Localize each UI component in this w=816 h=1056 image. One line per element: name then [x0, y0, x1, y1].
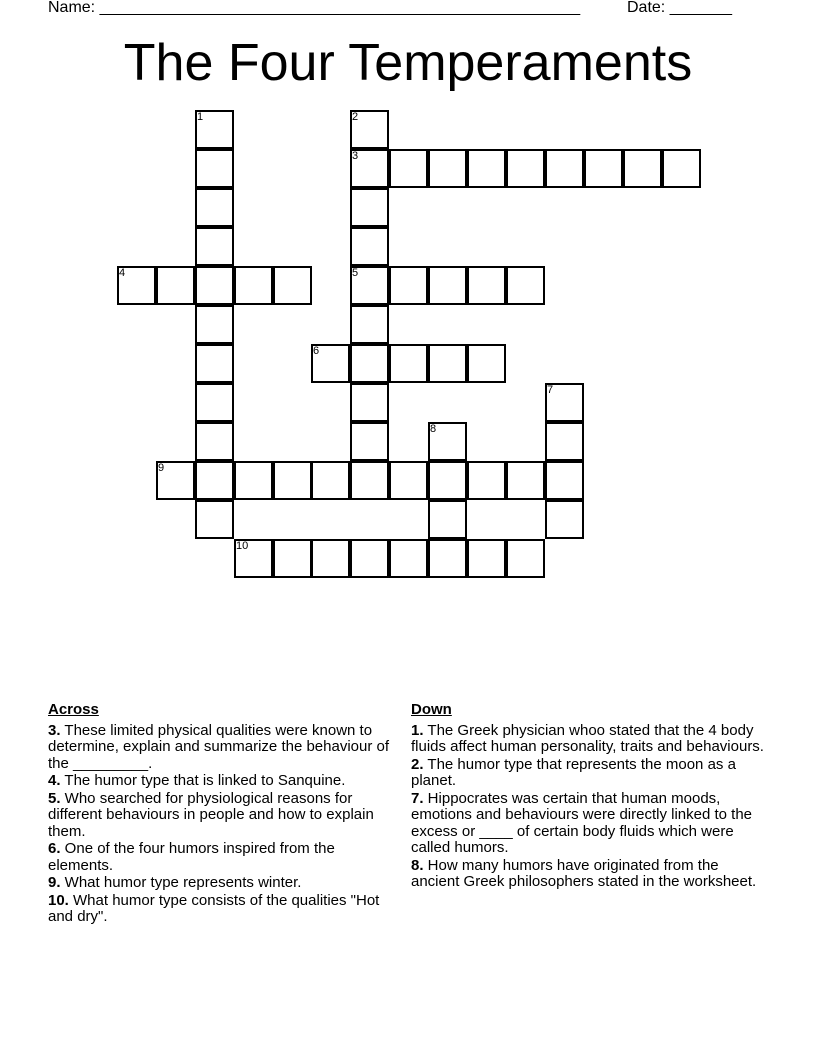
across-clue: [48, 773, 390, 790]
crossword-cell[interactable]: [428, 539, 467, 578]
clue-text: These limited physical qualities were known to determine, explain and summarize the behaviour of the _________.: [48, 721, 390, 772]
name-field-label: Name: ______________________________________________________: [48, 0, 581, 16]
crossword-cell[interactable]: [350, 383, 389, 422]
crossword-cell[interactable]: [195, 344, 234, 383]
down-heading: Down: [411, 701, 452, 718]
clue-number: 7: [547, 384, 554, 396]
clue-number-label: 4.: [48, 772, 61, 789]
crossword-cell[interactable]: [195, 305, 234, 344]
crossword-cell[interactable]: [506, 461, 545, 500]
crossword-cell[interactable]: [428, 500, 467, 539]
crossword-cell[interactable]: [428, 461, 467, 500]
crossword-cell[interactable]: [584, 149, 623, 188]
clue-number: 6: [313, 345, 320, 357]
crossword-cell[interactable]: [506, 539, 545, 578]
crossword-cell[interactable]: [273, 266, 312, 305]
clue-text: Who searched for physiological reasons for different behaviours in people and how to explain them.: [48, 789, 374, 840]
crossword-cell[interactable]: [156, 266, 195, 305]
across-clue: [48, 791, 390, 841]
crossword-cell[interactable]: [545, 500, 584, 539]
clue-text: The Greek physician whoo stated that the 4 body fluids affect human personality, traits and behaviours.: [411, 721, 764, 755]
clue-number: 5: [352, 267, 359, 279]
clue-number-label: 1.: [411, 721, 424, 739]
clue-text: How many humors have originated from the ancient Greek philosophers stated in the worksheet.: [411, 856, 757, 890]
crossword-cell[interactable]: [234, 461, 273, 500]
clue-number-label: 3.: [48, 721, 61, 739]
crossword-cell[interactable]: [428, 266, 467, 305]
across-clue: [48, 893, 390, 926]
across-clue: [48, 875, 390, 892]
page-title: The Four Temperaments: [123, 34, 693, 92]
crossword-cell[interactable]: [350, 539, 389, 578]
crossword-cell[interactable]: [389, 461, 428, 500]
crossword-cell[interactable]: [467, 266, 506, 305]
clue-text: The humor type that is linked to Sanquine.: [60, 772, 346, 789]
clue-number: 9: [158, 462, 165, 474]
crossword-cell[interactable]: [273, 461, 312, 500]
crossword-cell[interactable]: [273, 539, 312, 578]
crossword-cell[interactable]: [506, 266, 545, 305]
crossword-cell[interactable]: [311, 461, 350, 500]
clue-number-label: 7.: [411, 789, 424, 807]
clue-text: Hippocrates was certain that human moods, emotions and behaviours were directly linked to the excess or ____ of certain body fluids which were called humors.: [411, 789, 753, 856]
crossword-cell[interactable]: [311, 539, 350, 578]
clue-number-label: 6.: [48, 840, 61, 857]
crossword-cell[interactable]: [350, 227, 389, 266]
across-clue: [48, 723, 390, 773]
crossword-cell[interactable]: [195, 422, 234, 461]
clue-text: What humor type consists of the qualities "Hot and dry".: [48, 891, 380, 925]
crossword-cell[interactable]: [195, 188, 234, 227]
crossword-cell[interactable]: [623, 149, 662, 188]
across-clue: [48, 841, 390, 874]
across-heading: Across: [48, 701, 99, 718]
crossword-cell[interactable]: [467, 539, 506, 578]
clue-number: 1: [197, 111, 204, 123]
crossword-cell[interactable]: [195, 383, 234, 422]
crossword-cell[interactable]: [234, 266, 273, 305]
clue-number: 10: [236, 540, 249, 552]
clue-text: What humor type represents winter.: [60, 874, 302, 891]
crossword-cell[interactable]: [389, 344, 428, 383]
crossword-cell[interactable]: [350, 422, 389, 461]
clue-number-label: 8.: [411, 856, 424, 874]
crossword-cell[interactable]: [389, 266, 428, 305]
clue-number: 3: [352, 150, 359, 162]
clue-number-label: 9.: [48, 874, 61, 891]
clue-number-label: 10.: [48, 891, 69, 909]
date-field-label: Date: _______: [627, 0, 732, 16]
down-clue-list: [411, 723, 767, 891]
crossword-cell[interactable]: [195, 149, 234, 188]
clue-text: One of the four humors inspired from the elements.: [48, 840, 335, 874]
down-clues: [411, 702, 767, 892]
crossword-cell[interactable]: [195, 227, 234, 266]
crossword-cell[interactable]: [545, 149, 584, 188]
clue-text: The humor type that represents the moon as a planet.: [411, 755, 736, 789]
down-clue: [411, 723, 767, 756]
down-clue: [411, 791, 767, 857]
crossword-cell[interactable]: [195, 500, 234, 539]
crossword-cell[interactable]: [350, 305, 389, 344]
crossword-cell[interactable]: [428, 344, 467, 383]
clue-number-label: 5.: [48, 789, 61, 807]
crossword-cell[interactable]: [545, 422, 584, 461]
across-clue-list: [48, 723, 390, 926]
down-clue: [411, 757, 767, 790]
crossword-cell[interactable]: [195, 461, 234, 500]
crossword-cell[interactable]: [389, 539, 428, 578]
crossword-cell[interactable]: [195, 266, 234, 305]
clue-number-label: 2.: [411, 755, 424, 773]
crossword-cell[interactable]: [467, 149, 506, 188]
crossword-cell[interactable]: [545, 461, 584, 500]
crossword-cell[interactable]: [662, 149, 701, 188]
clue-number: 8: [430, 423, 437, 435]
crossword-cell[interactable]: [506, 149, 545, 188]
crossword-cell[interactable]: [467, 461, 506, 500]
clue-number: 4: [119, 267, 126, 279]
across-clues: [48, 702, 390, 927]
crossword-cell[interactable]: [350, 344, 389, 383]
crossword-cell[interactable]: [350, 461, 389, 500]
crossword-cell[interactable]: [467, 344, 506, 383]
down-clue: [411, 858, 767, 891]
crossword-cell[interactable]: [428, 149, 467, 188]
crossword-cell[interactable]: [389, 149, 428, 188]
crossword-cell[interactable]: [350, 188, 389, 227]
clue-number: 2: [352, 111, 359, 123]
